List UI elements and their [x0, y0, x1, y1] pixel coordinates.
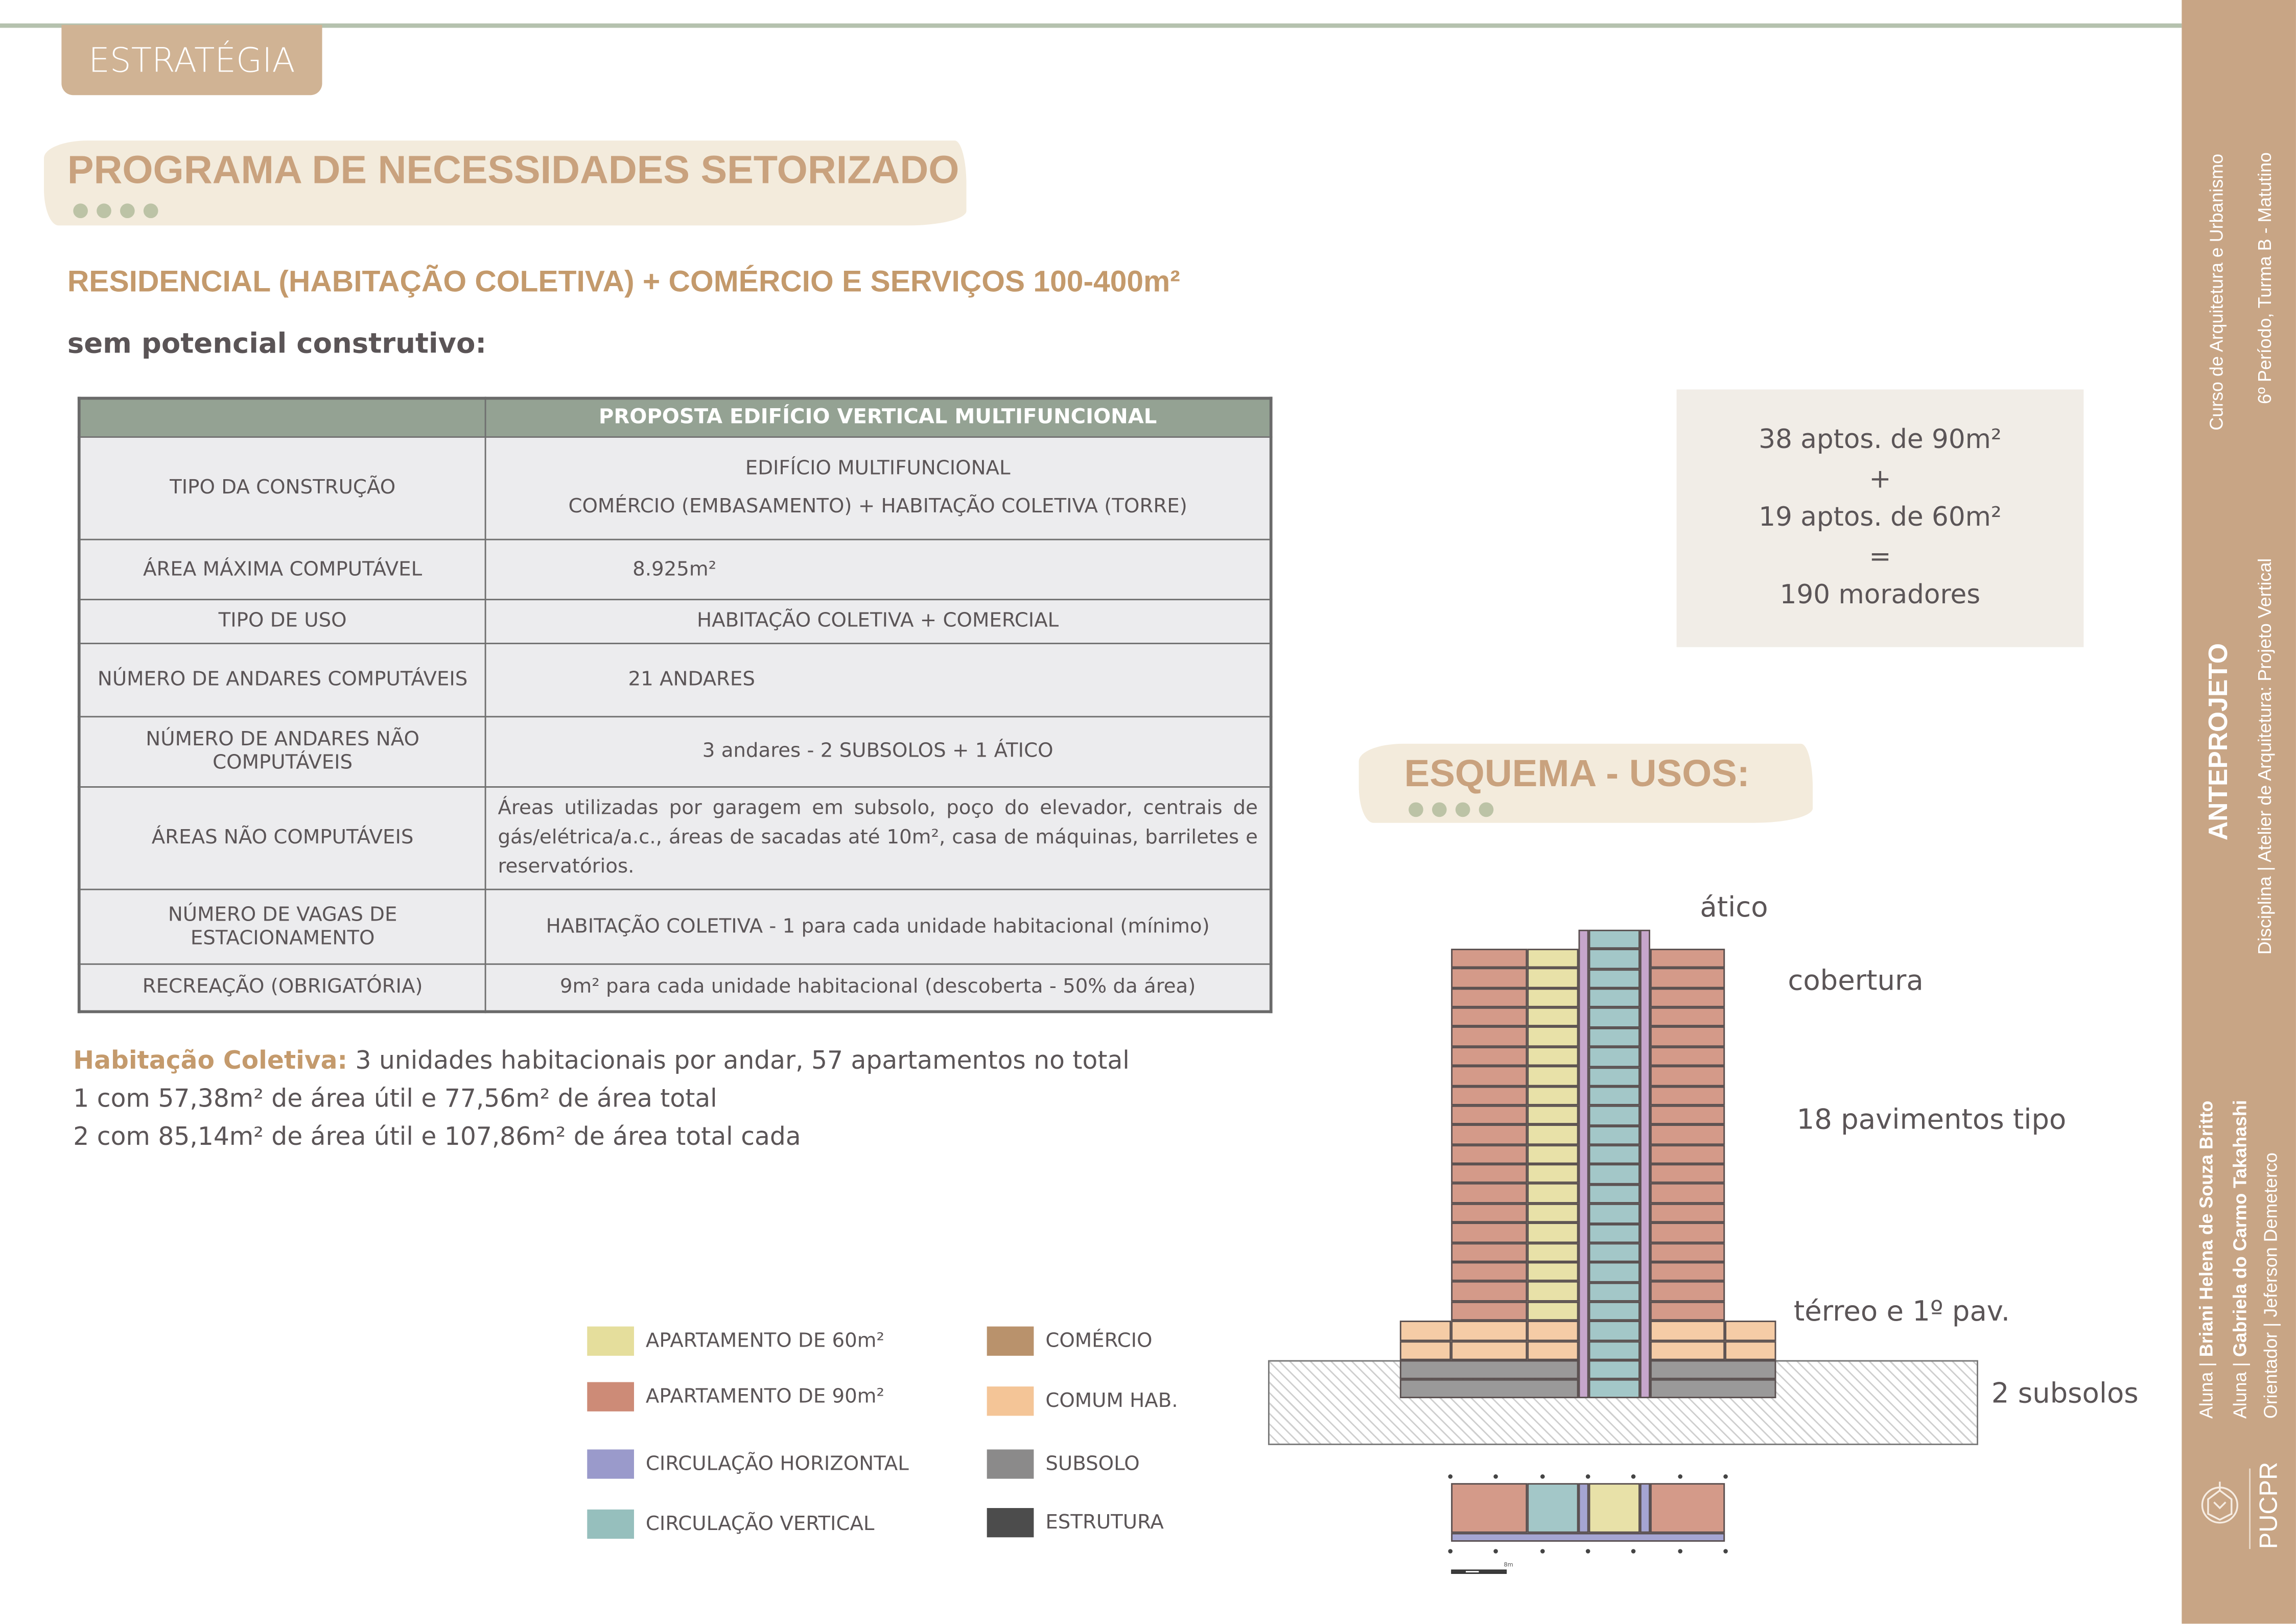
row-value: [485, 436, 1271, 539]
common-area: [1527, 1321, 1578, 1340]
structure-column-dot: [1723, 1474, 1728, 1479]
common-area: [1400, 1340, 1451, 1360]
apartment-90: [1650, 1047, 1725, 1066]
apartment-60: [1527, 1086, 1578, 1105]
vertical-circulation: [1589, 949, 1640, 969]
student-1: [2196, 1066, 2217, 1419]
institution: PUCPR: [2255, 1462, 2283, 1549]
notes-label: Habitação Coletiva:: [73, 1047, 348, 1076]
student-name: Briani Helena de Souza Britto: [2196, 1100, 2217, 1357]
apartment-90: [1650, 949, 1725, 968]
structure-column-dot: [1723, 1549, 1728, 1554]
vertical-circulation: [1589, 1360, 1640, 1380]
common-area: [1451, 1340, 1527, 1360]
apartment-60: [1527, 949, 1578, 968]
row-value: HABITAÇÃO COLETIVA - 1 para cada unidade habitacional (mínimo): [485, 889, 1271, 963]
phase-title: ANTEPROJETO: [2204, 643, 2233, 841]
apartment-60: [1527, 1184, 1578, 1203]
apartment-90: [1650, 1007, 1725, 1027]
vertical-circulation: [1589, 1262, 1640, 1282]
apartment-60: [1527, 1223, 1578, 1242]
apartment-60: [1527, 1281, 1578, 1301]
common-area: [1400, 1321, 1451, 1340]
vertical-circulation: [1589, 1243, 1640, 1262]
common-area: [1650, 1321, 1725, 1340]
apartment-90: [1650, 1184, 1725, 1203]
summary-line: =: [1869, 540, 1891, 572]
vertical-circulation: [1589, 1067, 1640, 1086]
common-area: [1725, 1340, 1776, 1360]
vertical-circulation: [1589, 1204, 1640, 1223]
row-value-line: COMÉRCIO (EMBASAMENTO) + HABITAÇÃO COLETIVA (TORRE): [568, 495, 1187, 519]
label-atico: ático: [1700, 891, 1768, 924]
horizontal-circulation: [1579, 930, 1589, 1398]
vertical-circulation: [1589, 1302, 1640, 1321]
vertical-circulation: [1589, 1165, 1640, 1184]
top-divider: [0, 23, 2182, 28]
vertical-circulation: [1589, 1340, 1640, 1360]
notes-line: 2 com 85,14m² de área útil e 107,86m² de área total cada: [73, 1123, 801, 1152]
structure-column-dot: [1677, 1549, 1682, 1554]
apartment-90: [1451, 949, 1527, 968]
apartment-90: [1650, 1027, 1725, 1046]
apartment-60: [1527, 1066, 1578, 1086]
row-value: 8.925m²: [485, 539, 1271, 599]
vertical-circulation: [1589, 1321, 1640, 1340]
course: Curso de Arquitetura e Urbanismo: [2207, 153, 2228, 431]
common-area: [1650, 1340, 1725, 1360]
apartment-60: [1527, 988, 1578, 1007]
row-value-line: EDIFÍCIO MULTIFUNCIONAL: [745, 457, 1011, 481]
legend-label: CIRCULAÇÃO HORIZONTAL: [645, 1452, 909, 1476]
apartment-60: [1527, 1203, 1578, 1222]
row-label: NÚMERO DE ANDARES COMPUTÁVEIS: [79, 643, 485, 716]
program-table: [78, 397, 1273, 1014]
row-value: 21 ANDARES: [485, 643, 1271, 716]
student-2: [2230, 1066, 2251, 1419]
table-row: [79, 963, 1271, 1012]
apartment-60: [1527, 1047, 1578, 1066]
label-cobertura: cobertura: [1788, 964, 1924, 997]
structure-column-dot: [1540, 1474, 1544, 1479]
structure-column-dot: [1586, 1474, 1590, 1479]
legend-swatch: [587, 1449, 634, 1478]
table-row: [79, 786, 1271, 889]
apartment-60: [1527, 1242, 1578, 1262]
plan-horizontal-circulation: [1579, 1483, 1589, 1533]
apartment-60: [1527, 968, 1578, 987]
vertical-circulation: [1589, 930, 1640, 949]
row-label: TIPO DA CONSTRUÇÃO: [79, 436, 485, 539]
legend-label: SUBSOLO: [1045, 1452, 1140, 1476]
legend-label: COMUM HAB.: [1045, 1389, 1178, 1413]
program-note: sem potencial construtivo:: [67, 327, 487, 361]
basement: [1650, 1379, 1776, 1398]
structure-column-dot: [1631, 1474, 1636, 1479]
plan-apartment-60: [1589, 1483, 1640, 1533]
title-dots: [73, 203, 158, 218]
apartment-60: [1527, 1125, 1578, 1144]
table-row: [79, 599, 1271, 643]
horizontal-circulation: [1640, 930, 1650, 1398]
summary-line: 19 aptos. de 60m²: [1759, 502, 2002, 533]
row-value: 3 andares - 2 SUBSOLOS + 1 ÁTICO: [485, 716, 1271, 786]
legend-label: APARTAMENTO DE 60m²: [645, 1329, 885, 1353]
apartment-60: [1527, 1027, 1578, 1046]
table-row: [79, 889, 1271, 963]
summary-line: +: [1869, 463, 1891, 495]
apartment-90: [1451, 1086, 1527, 1105]
label-tipo: 18 pavimentos tipo: [1796, 1103, 2067, 1137]
vertical-circulation: [1589, 1047, 1640, 1067]
apartment-90: [1650, 968, 1725, 987]
legend-swatch: [987, 1508, 1034, 1537]
structure-column-dot: [1494, 1549, 1498, 1554]
legend-label: CIRCULAÇÃO VERTICAL: [645, 1512, 875, 1536]
table-row: [79, 643, 1271, 716]
program-subtitle: RESIDENCIAL (HABITAÇÃO COLETIVA) + COMÉRCIO E SERVIÇOS 100-400m²: [67, 265, 1180, 299]
housing-notes: [73, 1043, 1130, 1157]
table-row: [79, 436, 1271, 539]
row-label: RECREAÇÃO (OBRIGATÓRIA): [79, 963, 485, 1012]
basement: [1400, 1360, 1579, 1379]
advisor: Orientador | Jeferson Demeterco: [2261, 1152, 2282, 1419]
row-value: HABITAÇÃO COLETIVA + COMERCIAL: [485, 599, 1271, 643]
row-label: NÚMERO DE ANDARES NÃO COMPUTÁVEIS: [79, 716, 485, 786]
label-subsolos: 2 subsolos: [1991, 1377, 2139, 1410]
table-header: PROPOSTA EDIFÍCIO VERTICAL MULTIFUNCIONAL: [485, 398, 1271, 437]
apartment-90: [1650, 988, 1725, 1007]
apartment-90: [1451, 1144, 1527, 1164]
apartment-90: [1451, 988, 1527, 1007]
common-area: [1451, 1321, 1527, 1340]
apartment-90: [1650, 1203, 1725, 1222]
apartment-90: [1650, 1262, 1725, 1281]
legend-label: COMÉRCIO: [1045, 1329, 1153, 1353]
university-crest-icon: [2191, 1479, 2250, 1532]
table-corner: [79, 398, 485, 437]
student-name: Gabriela do Carmo Takahashi: [2230, 1100, 2251, 1357]
vertical-circulation: [1589, 1008, 1640, 1027]
legend-swatch: [987, 1449, 1034, 1478]
plan-vertical-circulation: [1527, 1483, 1578, 1533]
schema-title: ESQUEMA - USOS:: [1404, 751, 1750, 795]
basement: [1650, 1360, 1776, 1379]
row-label: NÚMERO DE VAGAS DE ESTACIONAMENTO: [79, 889, 485, 963]
apartment-90: [1451, 1262, 1527, 1281]
apartment-90: [1451, 1066, 1527, 1086]
plan-horizontal-circulation: [1640, 1483, 1650, 1533]
vertical-circulation: [1589, 1380, 1640, 1398]
residents-summary: [1677, 389, 2084, 647]
apartment-90: [1451, 1203, 1527, 1222]
table-row: [79, 539, 1271, 599]
apartment-60: [1527, 1105, 1578, 1125]
apartment-90: [1451, 1281, 1527, 1301]
structure-column-dot: [1586, 1549, 1590, 1554]
structure-column-dot: [1448, 1474, 1452, 1479]
row-value: 9m² para cada unidade habitacional (descoberta - 50% da área): [485, 963, 1271, 1012]
section-tag: ESTRATÉGIA: [61, 25, 322, 96]
plan-corridor: [1451, 1533, 1725, 1542]
sidebar-divider: [2249, 1469, 2251, 1549]
structure-column-dot: [1494, 1474, 1498, 1479]
student-prefix: Aluna |: [2196, 1357, 2217, 1419]
apartment-90: [1451, 1105, 1527, 1125]
apartment-60: [1527, 1301, 1578, 1321]
legend-swatch: [587, 1382, 634, 1411]
scale-label: 8m: [1504, 1561, 1513, 1568]
apartment-60: [1527, 1144, 1578, 1164]
apartment-90: [1451, 1184, 1527, 1203]
apartment-60: [1527, 1164, 1578, 1184]
plan-apartment-90: [1451, 1483, 1527, 1533]
apartment-90: [1650, 1144, 1725, 1164]
structure-column-dot: [1448, 1549, 1452, 1554]
summary-line: 190 moradores: [1779, 579, 1981, 611]
row-value: Áreas utilizadas por garagem em subsolo, poço do elevador, centrais de gás/elétrica/a.c., áreas de sacadas até 10m², casa de máquinas, barriletes e reservatórios.: [485, 786, 1271, 889]
apartment-90: [1451, 1242, 1527, 1262]
notes-line: 3 unidades habitacionais por andar, 57 apartamentos no total: [347, 1047, 1130, 1076]
page-title: PROGRAMA DE NECESSIDADES SETORIZADO: [67, 148, 959, 192]
apartment-90: [1451, 1027, 1527, 1046]
vertical-circulation: [1589, 1282, 1640, 1302]
vertical-circulation: [1589, 1223, 1640, 1243]
apartment-90: [1451, 1047, 1527, 1066]
label-terreo: térreo e 1º pav.: [1793, 1296, 2010, 1328]
apartment-90: [1650, 1223, 1725, 1242]
vertical-circulation: [1589, 1027, 1640, 1047]
period: 6º Período, Turma B - Matutino: [2255, 152, 2276, 405]
legend-swatch: [987, 1386, 1034, 1416]
common-area: [1527, 1340, 1578, 1360]
common-area: [1725, 1321, 1776, 1340]
legend-label: APARTAMENTO DE 90m²: [645, 1385, 885, 1409]
vertical-circulation: [1589, 1106, 1640, 1125]
apartment-90: [1650, 1301, 1725, 1321]
vertical-circulation: [1589, 1125, 1640, 1145]
apartment-90: [1650, 1086, 1725, 1105]
apartment-90: [1650, 1105, 1725, 1125]
apartment-90: [1451, 1301, 1527, 1321]
summary-line: 38 aptos. de 90m²: [1759, 425, 2002, 456]
apartment-90: [1451, 1007, 1527, 1027]
structure-column-dot: [1631, 1549, 1636, 1554]
row-label: ÁREAS NÃO COMPUTÁVEIS: [79, 786, 485, 889]
apartment-90: [1451, 1223, 1527, 1242]
vertical-circulation: [1589, 1145, 1640, 1164]
vertical-circulation: [1589, 1184, 1640, 1204]
apartment-90: [1451, 1125, 1527, 1144]
legend-label: ESTRUTURA: [1045, 1511, 1164, 1535]
discipline: Disciplina | Atelier de Arquitetura: Projeto Vertical: [2255, 558, 2276, 955]
apartment-90: [1650, 1125, 1725, 1144]
apartment-60: [1527, 1262, 1578, 1281]
apartment-90: [1451, 1164, 1527, 1184]
sidebar: [2182, 0, 2296, 1623]
row-label: TIPO DE USO: [79, 599, 485, 643]
structure-column-dot: [1677, 1474, 1682, 1479]
legend-swatch: [987, 1327, 1034, 1356]
vertical-circulation: [1589, 1086, 1640, 1105]
apartment-90: [1650, 1164, 1725, 1184]
student-prefix: Aluna |: [2230, 1357, 2251, 1419]
table-row: [79, 716, 1271, 786]
apartment-60: [1527, 1007, 1578, 1027]
vertical-circulation: [1589, 988, 1640, 1008]
plan-apartment-90: [1650, 1483, 1725, 1533]
basement: [1400, 1379, 1579, 1398]
legend-swatch: [587, 1327, 634, 1356]
apartment-90: [1650, 1066, 1725, 1086]
schema-dots: [1409, 803, 1493, 817]
vertical-circulation: [1589, 969, 1640, 988]
row-label: ÁREA MÁXIMA COMPUTÁVEL: [79, 539, 485, 599]
legend-swatch: [587, 1510, 634, 1539]
scale-bar: [1451, 1569, 1507, 1574]
apartment-90: [1451, 968, 1527, 987]
apartment-90: [1650, 1281, 1725, 1301]
apartment-90: [1650, 1242, 1725, 1262]
structure-column-dot: [1540, 1549, 1544, 1554]
notes-line: 1 com 57,38m² de área útil e 77,56m² de área total: [73, 1085, 717, 1115]
